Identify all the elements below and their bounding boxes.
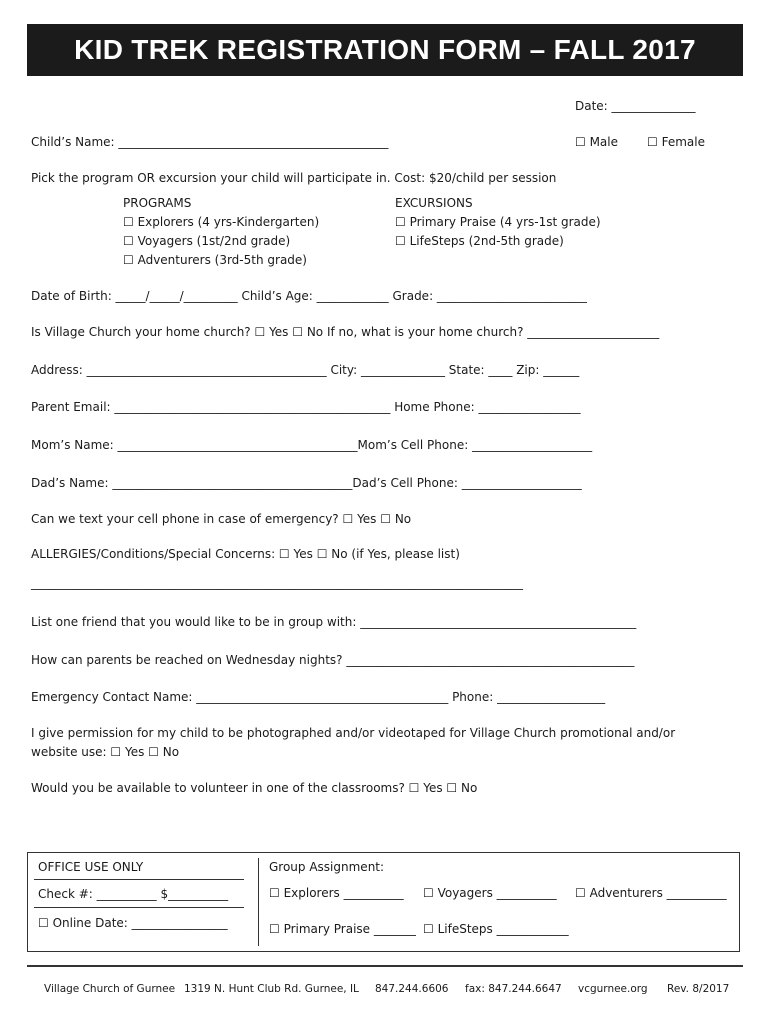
office-adventurers-checkbox[interactable]: ☐ Adventurers __________ [575, 886, 727, 900]
date-field[interactable]: Date: ______________ [575, 99, 696, 113]
footer-org: Village Church of Gurnee [44, 983, 176, 995]
group-assignment-label: Group Assignment: [269, 860, 385, 874]
emergency-contact-field[interactable]: Emergency Contact Name: __________________________________________ Phone: __________________ [31, 690, 606, 704]
footer-divider [27, 965, 743, 967]
office-rule-1 [34, 879, 244, 880]
office-primary-praise-checkbox[interactable]: ☐ Primary Praise _______ [269, 922, 416, 936]
dad-field[interactable]: Dad’s Name: ________________________________________Dad’s Cell Phone: ____________________ [31, 476, 582, 490]
lifesteps-checkbox[interactable]: ☐ LifeSteps (2nd-5th grade) [395, 234, 564, 248]
friend-field[interactable]: List one friend that you would like to be in group with: ______________________________________________ [31, 615, 637, 629]
home-church-field[interactable]: Is Village Church your home church? ☐ Yes ☐ No If no, what is your home church? ______________________ [31, 325, 660, 339]
female-checkbox[interactable]: ☐ Female [647, 135, 705, 149]
photo-permission-options[interactable]: website use: ☐ Yes ☐ No [31, 745, 180, 759]
footer-revision: Rev. 8/2017 [667, 983, 730, 995]
office-heading: OFFICE USE ONLY [38, 860, 144, 874]
office-rule-2 [34, 907, 244, 908]
program-instructions: Pick the program OR excursion your child will participate in. Cost: $20/child per session [31, 171, 557, 185]
allergies-question[interactable]: ALLERGIES/Conditions/Special Concerns: ☐ Yes ☐ No (if Yes, please list) [31, 547, 460, 561]
mom-field[interactable]: Mom’s Name: ________________________________________Mom’s Cell Phone: ____________________ [31, 438, 593, 452]
volunteer-question[interactable]: Would you be available to volunteer in one of the classrooms? ☐ Yes ☐ No [31, 781, 478, 795]
footer-website[interactable]: vcgurnee.org [578, 983, 648, 995]
footer-fax: fax: 847.244.6647 [465, 983, 562, 995]
adventurers-checkbox[interactable]: ☐ Adventurers (3rd-5th grade) [123, 253, 307, 267]
primary-praise-checkbox[interactable]: ☐ Primary Praise (4 yrs-1st grade) [395, 215, 601, 229]
explorers-checkbox[interactable]: ☐ Explorers (4 yrs-Kindergarten) [123, 215, 320, 229]
programs-heading: PROGRAMS [123, 196, 192, 210]
text-phone-question[interactable]: Can we text your cell phone in case of emergency? ☐ Yes ☐ No [31, 512, 412, 526]
address-field[interactable]: Address: ________________________________________ City: ______________ State: ____ Zip: ______ [31, 363, 580, 377]
child-name-field[interactable]: Child’s Name: _____________________________________________ [31, 135, 389, 149]
footer-phone: 847.244.6606 [375, 983, 449, 995]
online-date-field[interactable]: ☐ Online Date: ________________ [38, 916, 228, 930]
wednesday-contact-field[interactable]: How can parents be reached on Wednesday nights? ________________________________________________ [31, 653, 635, 667]
footer-address: 1319 N. Hunt Club Rd. Gurnee, IL [184, 983, 359, 995]
excursions-heading: EXCURSIONS [395, 196, 473, 210]
check-field[interactable]: Check #: __________ $__________ [38, 887, 229, 901]
male-checkbox[interactable]: ☐ Male [575, 135, 618, 149]
office-lifesteps-checkbox[interactable]: ☐ LifeSteps ____________ [423, 922, 569, 936]
parent-email-field[interactable]: Parent Email: ______________________________________________ Home Phone: _________________ [31, 400, 581, 414]
allergies-list-line[interactable]: __________________________________________________________________________________ [31, 576, 523, 590]
dob-age-grade-fields[interactable]: Date of Birth: _____/_____/_________ Child’s Age: ____________ Grade: _________________________ [31, 289, 587, 303]
form-title: KID TREK REGISTRATION FORM – FALL 2017 [27, 24, 743, 76]
office-divider [258, 858, 259, 946]
office-voyagers-checkbox[interactable]: ☐ Voyagers __________ [423, 886, 557, 900]
voyagers-checkbox[interactable]: ☐ Voyagers (1st/2nd grade) [123, 234, 291, 248]
office-explorers-checkbox[interactable]: ☐ Explorers __________ [269, 886, 404, 900]
photo-permission-text: I give permission for my child to be photographed and/or videotaped for Village Church promotional and/or [31, 726, 676, 740]
